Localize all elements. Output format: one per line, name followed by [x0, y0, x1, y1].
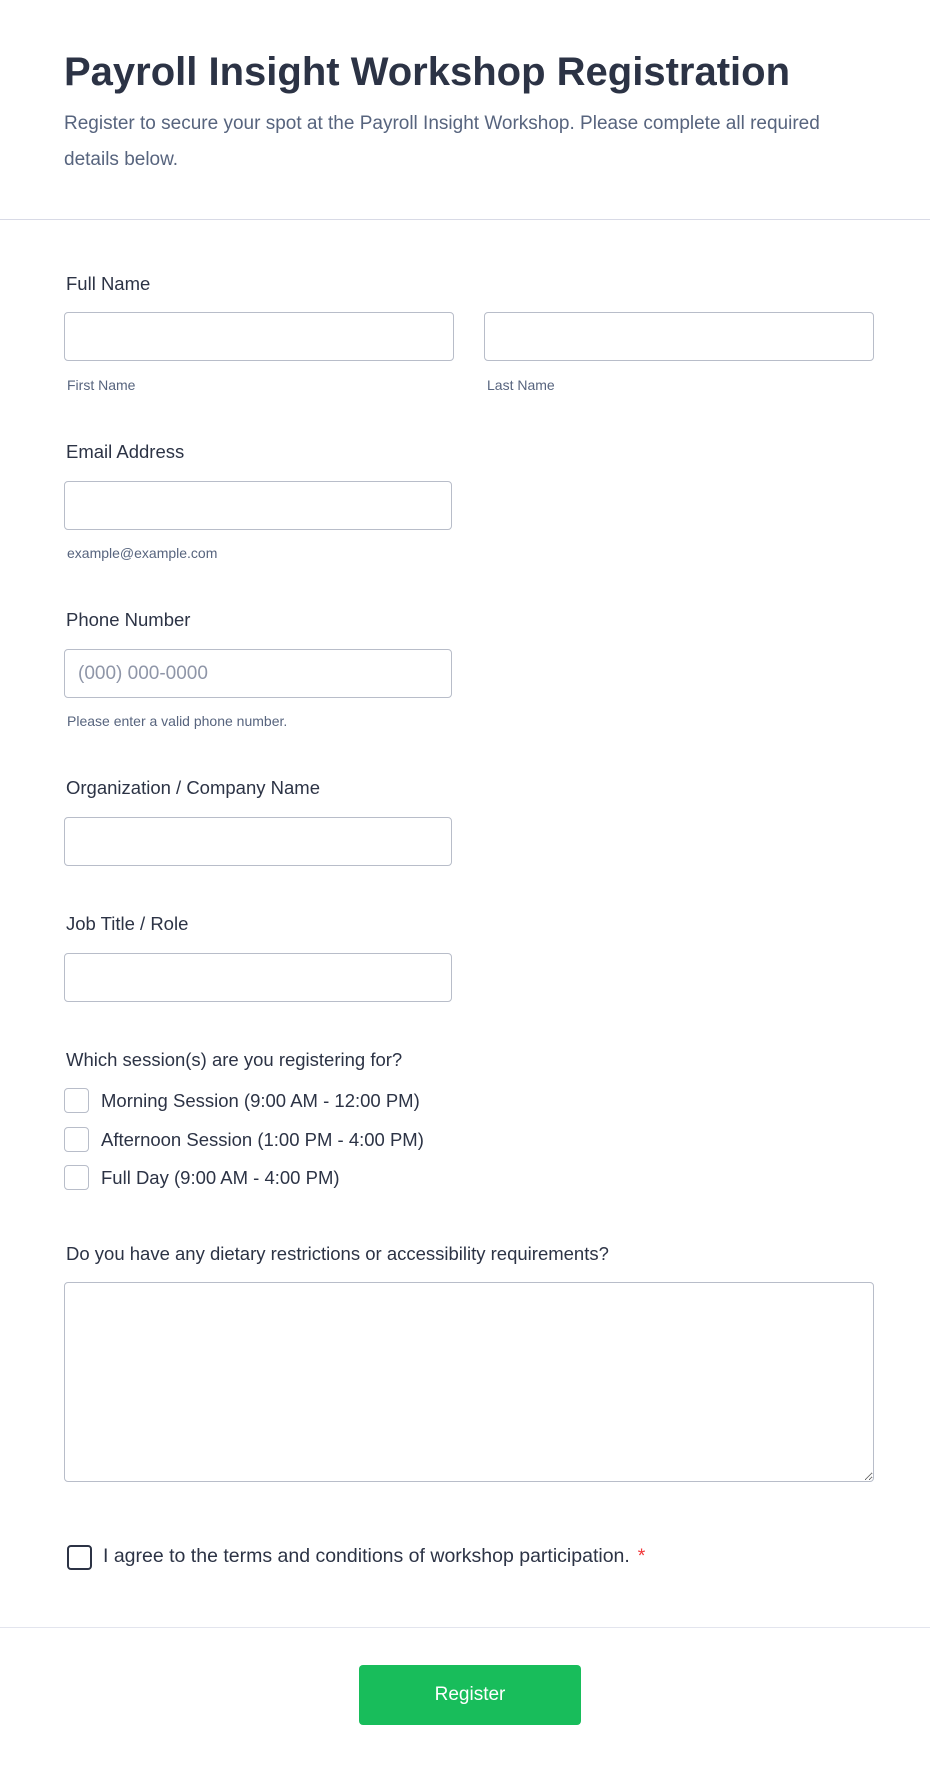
terms-text: I agree to the terms and conditions of workshop participation.: [103, 1545, 630, 1567]
email-sublabel: example@example.com: [67, 545, 218, 561]
page-title: Payroll Insight Workshop Registration: [64, 50, 791, 94]
terms-label[interactable]: [103, 1545, 645, 1568]
footer-divider: [0, 1627, 930, 1628]
job-title-input[interactable]: [64, 953, 452, 1002]
morning-session-label[interactable]: Morning Session (9:00 AM - 12:00 PM): [101, 1090, 420, 1111]
last-name-input[interactable]: [484, 312, 874, 361]
morning-session-checkbox[interactable]: [64, 1088, 89, 1113]
full-day-label[interactable]: Full Day (9:00 AM - 4:00 PM): [101, 1167, 340, 1188]
job-title-label: Job Title / Role: [66, 913, 189, 934]
email-input[interactable]: [64, 481, 452, 530]
phone-label: Phone Number: [66, 609, 191, 630]
email-label: Email Address: [66, 441, 185, 462]
afternoon-session-checkbox[interactable]: [64, 1127, 89, 1152]
sessions-label: Which session(s) are you registering for?: [66, 1049, 403, 1070]
organization-input[interactable]: [64, 817, 452, 866]
terms-checkbox[interactable]: [67, 1545, 92, 1570]
first-name-input[interactable]: [64, 312, 454, 361]
dietary-label: Do you have any dietary restrictions or accessibility requirements?: [66, 1243, 609, 1264]
organization-label: Organization / Company Name: [66, 777, 320, 798]
dietary-textarea[interactable]: [64, 1282, 874, 1482]
register-button[interactable]: Register: [359, 1665, 581, 1725]
first-name-sublabel: First Name: [67, 377, 136, 393]
phone-input[interactable]: [64, 649, 452, 698]
page-subtitle: Register to secure your spot at the Payroll Insight Workshop. Please complete all required details below.: [64, 113, 820, 170]
full-name-label: Full Name: [66, 273, 151, 294]
afternoon-session-label[interactable]: Afternoon Session (1:00 PM - 4:00 PM): [101, 1129, 424, 1150]
last-name-sublabel: Last Name: [487, 377, 555, 393]
required-asterisk: *: [637, 1545, 646, 1567]
phone-sublabel: Please enter a valid phone number.: [67, 713, 288, 729]
full-day-checkbox[interactable]: [64, 1165, 89, 1190]
header-divider: [0, 219, 930, 220]
